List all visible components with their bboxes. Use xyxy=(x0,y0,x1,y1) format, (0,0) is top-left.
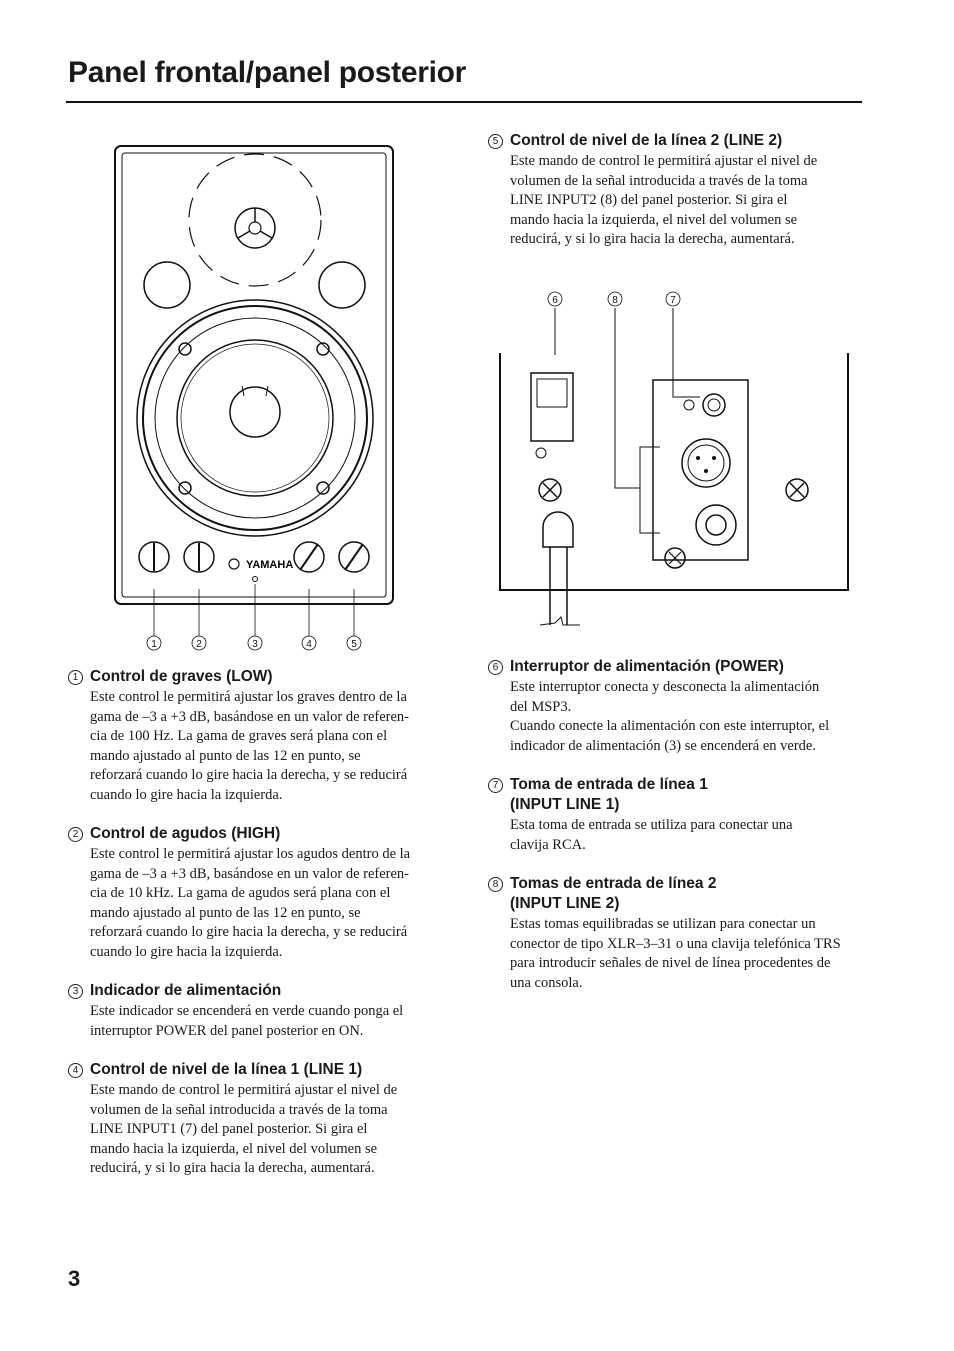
right-column-top xyxy=(488,131,868,269)
item-body: Este mando de control le permitirá ajustar el nivel de volumen de la señal introducida a través de la toma LINE INPUT1 (7) del panel posterior. Si gira el mando hacia la izquierda, el nivel del volumen se reducirá, y si lo gira hacia la derecha, aumentará. xyxy=(90,1082,398,1176)
item-body: Este control le permitirá ajustar los graves dentro de la gama de –3 a +3 dB, basándose en un valor de referen- cia de 100 Hz. La gama de graves será plana con el mando ajustado al punto de las 12 en punto, se reforzará cuando lo gire hacia la derecha, y se reducirá cuando lo gire hacia la izquierda. xyxy=(90,689,409,803)
yamaha-logo: YAMAHA xyxy=(246,559,294,571)
item-power-switch xyxy=(488,657,868,756)
page-title: Panel frontal/panel posterior xyxy=(68,56,467,89)
item-title: Control de nivel de la línea 2 (LINE 2) xyxy=(510,132,783,149)
item-title: Indicador de alimentación xyxy=(90,982,282,999)
callout-5: 5 xyxy=(351,639,357,650)
item-low xyxy=(68,667,448,805)
page-number: 3 xyxy=(68,1266,81,1291)
item-input-line1 xyxy=(488,775,868,855)
item-number: 6 xyxy=(488,660,503,675)
title-rule xyxy=(66,101,862,103)
right-column-bottom xyxy=(488,657,868,1012)
item-line1 xyxy=(68,1060,448,1179)
callout-7: 7 xyxy=(670,295,676,306)
item-high xyxy=(68,824,448,962)
callout-4: 4 xyxy=(306,639,312,650)
callout-2: 2 xyxy=(196,639,202,650)
item-body: Este interruptor conecta y desconecta la alimentación del MSP3. Cuando conecte la alimentación con este interruptor, el indicador de alimentación (3) se encenderá en verde. xyxy=(510,679,830,754)
item-number: 7 xyxy=(488,778,503,793)
item-title: Control de nivel de la línea 1 (LINE 1) xyxy=(90,1061,363,1078)
item-number: 2 xyxy=(68,827,83,842)
item-input-line2 xyxy=(488,874,868,993)
item-line2 xyxy=(488,131,868,250)
item-title: Control de agudos (HIGH) xyxy=(90,825,281,842)
item-number: 3 xyxy=(68,984,83,999)
front-panel-illustration xyxy=(110,140,400,660)
item-title: Control de graves (LOW) xyxy=(90,668,273,685)
item-number: 4 xyxy=(68,1063,83,1078)
item-body: Este indicador se encenderá en verde cuando ponga el interruptor POWER del panel posterior en ON. xyxy=(90,1003,404,1039)
callout-1: 1 xyxy=(151,639,157,650)
item-title: Toma de entrada de línea 1 (INPUT LINE 1) xyxy=(510,776,708,813)
item-number: 5 xyxy=(488,134,503,149)
callout-8: 8 xyxy=(612,295,618,306)
rear-panel-illustration xyxy=(495,285,855,630)
left-column xyxy=(68,667,448,1198)
item-power-indicator xyxy=(68,981,448,1041)
item-body: Estas tomas equilibradas se utilizan para conectar un conector de tipo XLR–3–31 o una clavija telefónica TRS para introducir señales de nivel de línea procedentes de una consola. xyxy=(510,916,841,991)
callout-6: 6 xyxy=(552,295,558,306)
callout-3: 3 xyxy=(252,639,258,650)
item-title: Tomas de entrada de línea 2 (INPUT LINE 2) xyxy=(510,875,717,912)
item-body: Esta toma de entrada se utiliza para conectar una clavija RCA. xyxy=(510,817,793,853)
item-title: Interruptor de alimentación (POWER) xyxy=(510,658,784,675)
item-body: Este control le permitirá ajustar los agudos dentro de la gama de –3 a +3 dB, basándose en un valor de referen- cia de 10 kHz. La gama de agudos será plana con el mando ajustado al punto de las 12 en punto, se reforzará cuando lo gire hacia la derecha, y se reducirá cuando lo gire hacia la izquierda. xyxy=(90,846,411,960)
item-body: Este mando de control le permitirá ajustar el nivel de volumen de la señal introducida a través de la toma LINE INPUT2 (8) del panel posterior. Si gira el mando hacia la izquierda, el nivel del volumen se reducirá, y si lo gira hacia la derecha, aumentará. xyxy=(510,153,818,247)
item-number: 1 xyxy=(68,670,83,685)
item-number: 8 xyxy=(488,877,503,892)
